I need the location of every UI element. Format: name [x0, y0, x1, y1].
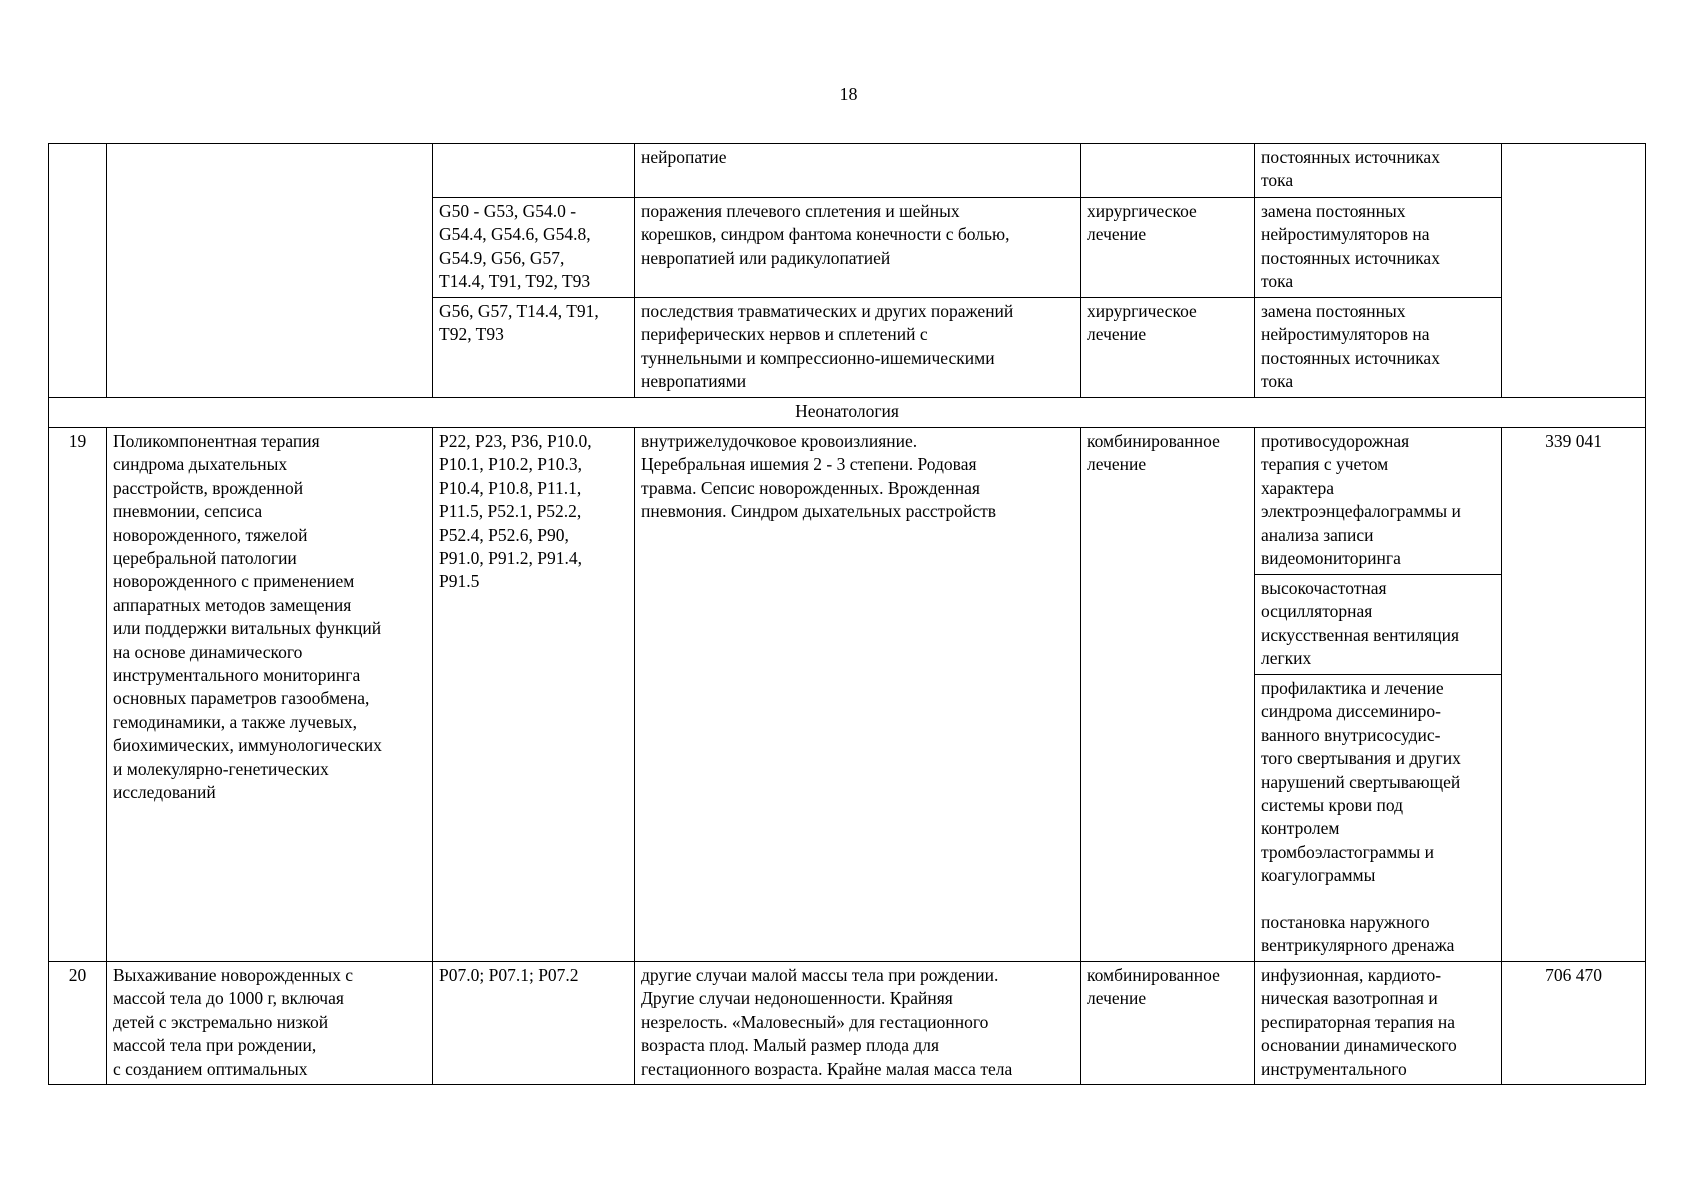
cost-cell: 339 041	[1502, 428, 1646, 962]
model-cell: внутрижелудочковое кровоизлияние. Церебральная ишемия 2 - 3 степени. Родовая травма. Сепсис новорожденных. Врожденная пневмония. Синдром дыхательных расстройств	[635, 428, 1081, 962]
model-cell: последствия травматических и других поражений периферических нервов и сплетений с туннельными и компрессионно-ишемическими невропатиями	[635, 298, 1081, 398]
treatment-type-cell: комбинированное лечение	[1081, 428, 1255, 962]
name-cell: Выхаживание новорожденных с массой тела до 1000 г, включая детей с экстремально низкой массой тела при рождении, с созданием оптимальных	[107, 962, 433, 1085]
method-text: профилактика и лечение синдрома диссеминиро- ванного внутрисосудис- того свертывания и других нарушений свертывающей системы крови под контролем тромбоэластограммы и коагулограммы	[1261, 678, 1461, 886]
num-cell: 20	[49, 962, 107, 1085]
method-cell: противосудорожная терапия с учетом характера электроэнцефалограммы и анализа записи видеомониторинга	[1255, 428, 1502, 575]
method-cell: инфузионная, кардиото- ническая вазотропная и респираторная терапия на основании динамического инструментального	[1255, 962, 1502, 1085]
treatment-type-cell	[1081, 144, 1255, 198]
codes-cell: G50 - G53, G54.0 - G54.4, G54.6, G54.8, G54.9, G56, G57, T14.4, T91, T92, T93	[433, 198, 635, 298]
name-cell	[107, 144, 433, 398]
section-title: Неонатология	[49, 398, 1646, 428]
method-cell: высокочастотная осцилляторная искусственная вентиляция легких	[1255, 575, 1502, 675]
codes-cell: P22, P23, P36, P10.0, P10.1, P10.2, P10.3, P10.4, P10.8, P11.1, P11.5, P52.1, P52.2, P52.4, P52.6, P90, P91.0, P91.2, P91.4, P91.5	[433, 428, 635, 962]
treatment-type-cell: хирургическое лечение	[1081, 198, 1255, 298]
method-cell: замена постоянных нейростимуляторов на постоянных источниках тока	[1255, 298, 1502, 398]
method-cell	[1255, 675, 1502, 962]
method-extra-text: постановка наружного вентрикулярного дренажа	[1261, 911, 1455, 956]
model-cell: поражения плечевого сплетения и шейных корешков, синдром фантома конечности с болью, невропатией или радикулопатией	[635, 198, 1081, 298]
method-cell: замена постоянных нейростимуляторов на постоянных источниках тока	[1255, 198, 1502, 298]
codes-cell	[433, 144, 635, 198]
cost-cell	[1502, 144, 1646, 398]
treatment-table	[48, 143, 1646, 1085]
table-row	[49, 962, 1646, 1085]
num-cell: 19	[49, 428, 107, 962]
cost-cell: 706 470	[1502, 962, 1646, 1085]
codes-cell: P07.0; P07.1; P07.2	[433, 962, 635, 1085]
num-cell	[49, 144, 107, 398]
page-number: 18	[839, 84, 858, 104]
treatment-type-cell: хирургическое лечение	[1081, 298, 1255, 398]
model-cell: нейропатие	[635, 144, 1081, 198]
method-cell: постоянных источниках тока	[1255, 144, 1502, 198]
name-cell: Поликомпонентная терапия синдрома дыхательных расстройств, врожденной пневмонии, сепсиса новорожденного, тяжелой церебральной патологии новорожденного с применением аппаратных методов замещения или поддержки витальных функций на основе динамического инструментального мониторинга основных параметров газообмена, гемодинамики, а также лучевых, биохимических, иммунологических и молекулярно-генетических исследований	[107, 428, 433, 962]
model-cell: другие случаи малой массы тела при рождении. Другие случаи недоношенности. Крайняя незрелость. «Маловесный» для гестационного возраста плод. Малый размер плода для гестационного возраста. Крайне малая масса тела	[635, 962, 1081, 1085]
treatment-type-cell: комбинированное лечение	[1081, 962, 1255, 1085]
table-row	[49, 428, 1646, 575]
section-row	[49, 398, 1646, 428]
codes-cell: G56, G57, T14.4, T91, T92, T93	[433, 298, 635, 398]
table-row	[49, 144, 1646, 198]
